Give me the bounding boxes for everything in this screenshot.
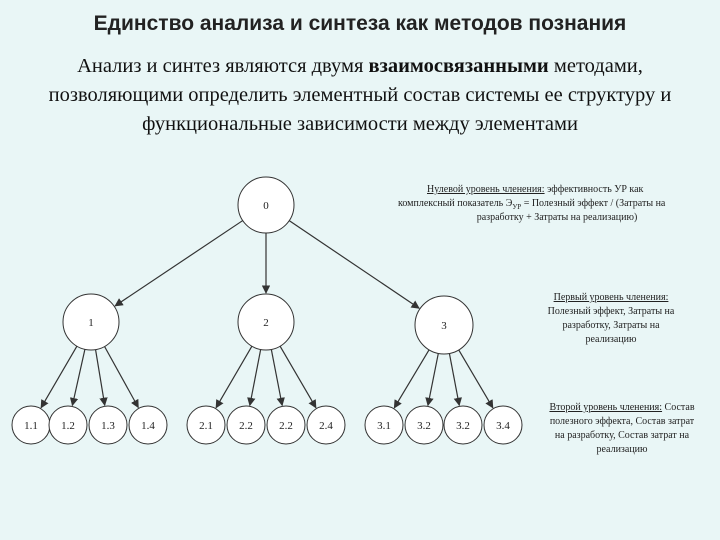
tree-node-root-label: 0 [263, 200, 269, 212]
tree-edge [280, 346, 316, 408]
tree-node-level2-label: 1.2 [61, 420, 75, 432]
tree-node-level2-label: 3.4 [496, 420, 510, 432]
page-title: Единство анализа и синтеза как методов познания [93, 12, 627, 35]
note-level1-line2: Полезный эффект, Затраты на [547, 306, 675, 317]
tree-edge [289, 221, 419, 309]
subtitle-bold: взаимосвязанными [368, 55, 549, 77]
note-level2-line4: реализацию [596, 444, 648, 455]
tree-nodes [12, 177, 522, 444]
note-level2-heading: Второй уровень членения: [549, 402, 663, 413]
note-level2-line2: полезного эффекта, Состав затрат [549, 416, 695, 427]
note-level0-line2 [398, 198, 666, 211]
tree-edge [428, 353, 438, 405]
note-level0-line2-sub: УР [512, 203, 522, 211]
tree-node-level1-label: 3 [441, 320, 447, 332]
tree-node-level2-label: 3.2 [456, 420, 470, 432]
note-level1-line3: разработку, Затраты на [562, 320, 660, 331]
tree-node-level1-label: 2 [263, 317, 269, 329]
tree-node-level2-label: 3.2 [417, 420, 431, 432]
tree-edge [271, 349, 282, 405]
subtitle-part2: методами, позволяющими определить элементный состав системы ее структуру и функциональные зависимости между элементами [48, 55, 672, 135]
note-level1-heading: Первый уровень членения: [553, 292, 669, 303]
tree-node-level2-label: 3.1 [377, 420, 391, 432]
tree-edge [394, 350, 429, 408]
tree-edge [105, 346, 139, 407]
tree-edge [449, 353, 459, 405]
tree-node-level2-label: 2.2 [279, 420, 293, 432]
tree-node-level2-label: 1.4 [141, 420, 155, 432]
tree-node-level2-label: 1.1 [24, 420, 38, 432]
tree-node-level2-label: 2.2 [239, 420, 253, 432]
tree-edge [115, 221, 243, 306]
note-level0-line1 [427, 184, 644, 195]
note-level2-line3: на разработку, Состав затрат на [554, 430, 690, 441]
tree-edge [72, 349, 85, 405]
note-level2 [549, 402, 694, 455]
note-level2-line1 [549, 402, 694, 413]
tree-edge [41, 346, 77, 408]
note-level1-line4: реализацию [585, 334, 637, 345]
note-level0-line3: разработку + Затраты на реализацию) [476, 212, 638, 223]
note-level1 [548, 292, 675, 345]
note-level2-line1-rest: Состав [662, 402, 695, 413]
note-level0-heading: Нулевой уровень членения: [427, 184, 545, 195]
subtitle-part1: Анализ и синтез являются двумя [77, 55, 369, 77]
note-level0-line2-pre: комплексный показатель Э [398, 198, 513, 209]
tree-node-level1-label: 1 [88, 317, 94, 329]
tree-edge [459, 350, 493, 408]
tree-node-level2-label: 1.3 [101, 420, 115, 432]
note-level0-line1-rest: эффективность УР как [544, 184, 644, 195]
tree-edge [216, 346, 252, 408]
tree-node-level2-label: 2.4 [319, 420, 333, 432]
tree-edge [96, 350, 105, 406]
note-level0 [398, 184, 666, 223]
note-level0-line2-post: = Полезный эффект / (Затраты на [521, 198, 666, 209]
tree-edge [250, 349, 261, 405]
tree-node-level2-label: 2.1 [199, 420, 213, 432]
